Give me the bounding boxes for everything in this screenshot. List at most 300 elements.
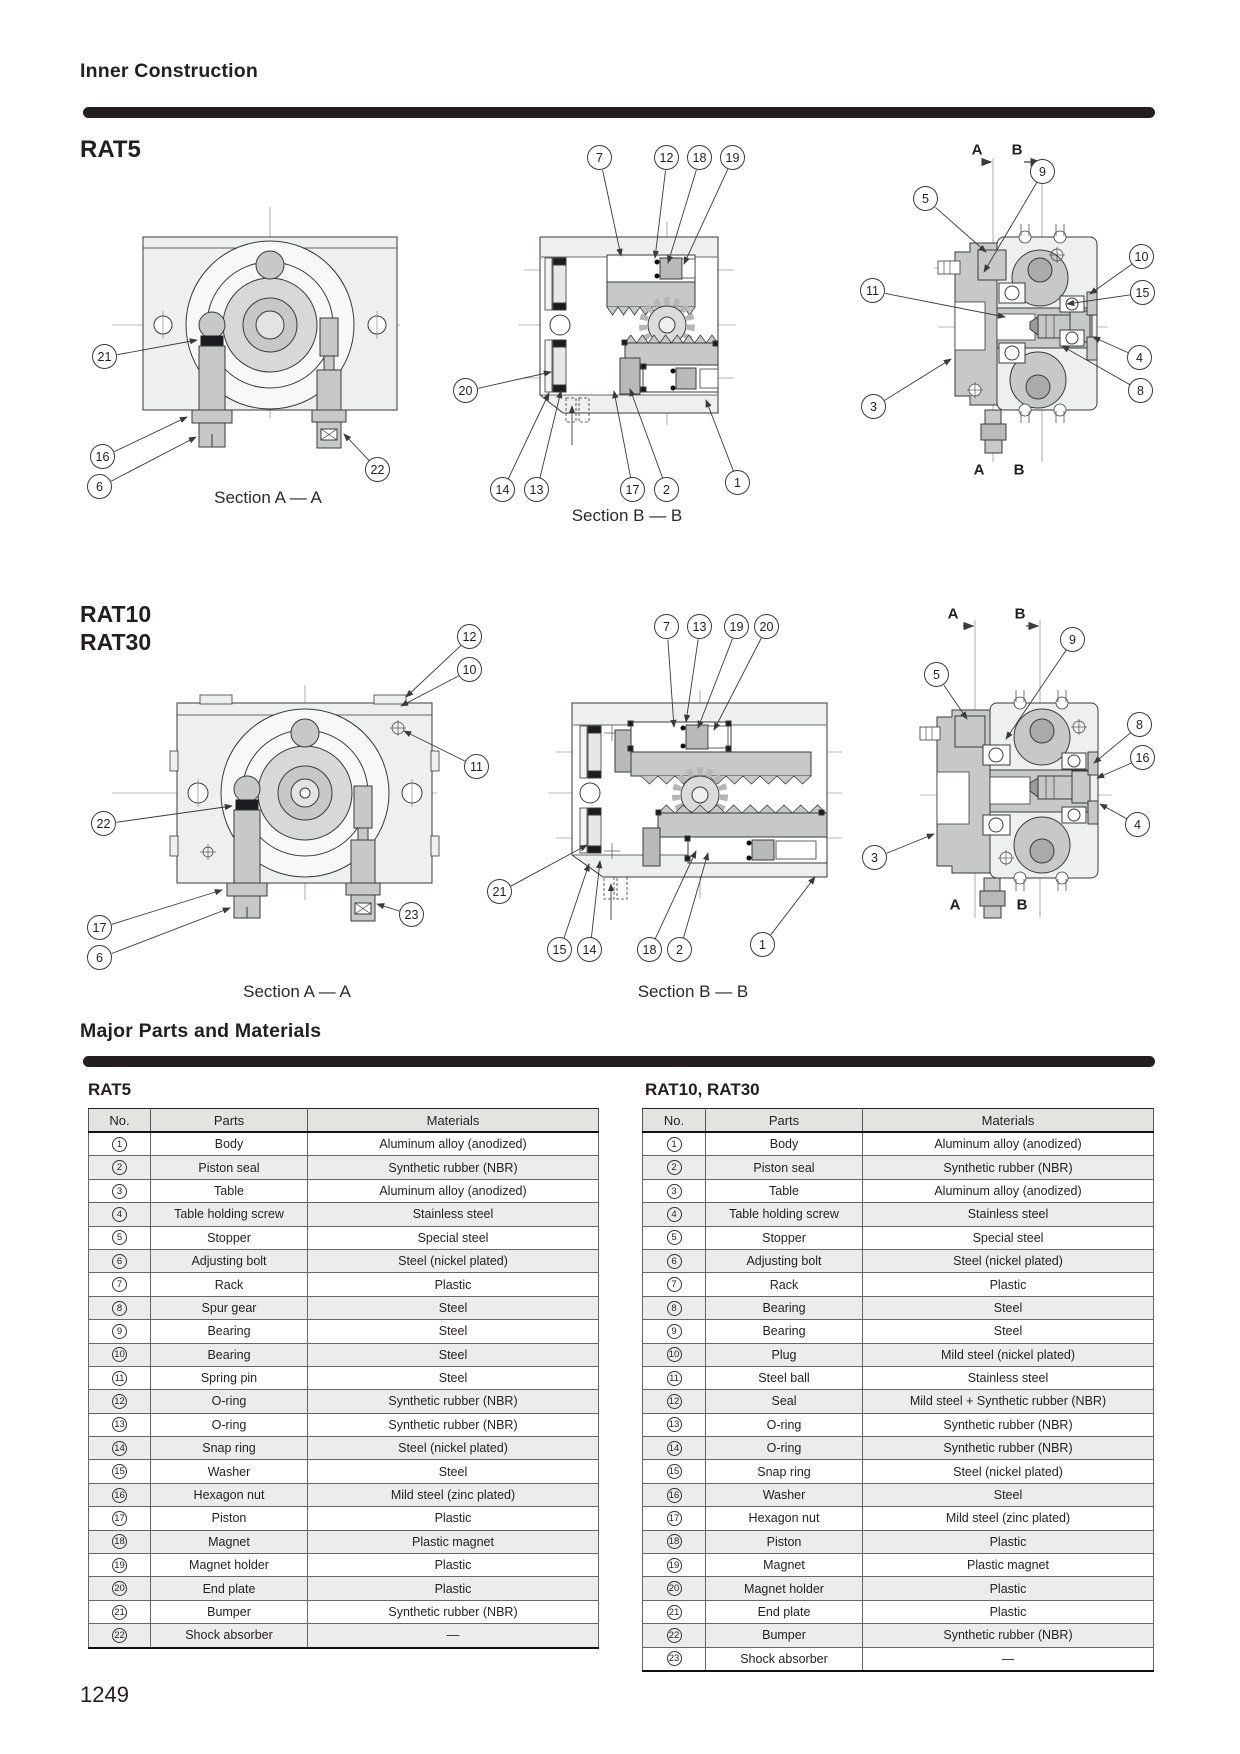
circled-part-number: 16 bbox=[667, 1488, 682, 1503]
part-name-cell: Washer bbox=[706, 1483, 863, 1506]
callout-19: 19 bbox=[724, 614, 749, 639]
table-row bbox=[643, 1320, 1154, 1343]
table-row bbox=[89, 1132, 599, 1156]
table-row bbox=[643, 1437, 1154, 1460]
part-name-cell: Bumper bbox=[151, 1600, 308, 1623]
callout-7: 7 bbox=[654, 614, 679, 639]
part-material-cell: Synthetic rubber (NBR) bbox=[308, 1156, 599, 1179]
rat5-table-title: RAT5 bbox=[88, 1080, 132, 1099]
part-material-cell: Steel (nickel plated) bbox=[308, 1437, 599, 1460]
part-name-cell: Rack bbox=[706, 1273, 863, 1296]
circled-part-number: 15 bbox=[667, 1464, 682, 1479]
circled-part-number: 5 bbox=[667, 1230, 682, 1245]
part-material-cell: Plastic bbox=[863, 1577, 1154, 1600]
callout-17: 17 bbox=[87, 915, 112, 940]
table-header-row bbox=[643, 1109, 1154, 1133]
table-row bbox=[89, 1179, 599, 1202]
callout-5: 5 bbox=[913, 186, 938, 211]
part-name-cell: Body bbox=[151, 1132, 308, 1156]
callout-4: 4 bbox=[1127, 345, 1152, 370]
part-material-cell: Synthetic rubber (NBR) bbox=[863, 1437, 1154, 1460]
part-name-cell: Hexagon nut bbox=[706, 1507, 863, 1530]
part-no-cell bbox=[643, 1132, 706, 1156]
part-no-cell bbox=[89, 1624, 151, 1648]
part-name-cell: Magnet holder bbox=[151, 1554, 308, 1577]
part-name-cell: Snap ring bbox=[706, 1460, 863, 1483]
circled-part-number: 18 bbox=[112, 1534, 127, 1549]
circled-part-number: 11 bbox=[667, 1371, 682, 1386]
table-row bbox=[643, 1647, 1154, 1671]
part-material-cell: Steel (nickel plated) bbox=[308, 1249, 599, 1272]
section-line-label-b: B bbox=[1016, 896, 1028, 914]
circled-part-number: 19 bbox=[667, 1558, 682, 1573]
part-name-cell: Table holding screw bbox=[151, 1203, 308, 1226]
part-name-cell: Piston seal bbox=[151, 1156, 308, 1179]
part-name-cell: Snap ring bbox=[151, 1437, 308, 1460]
part-material-cell: Synthetic rubber (NBR) bbox=[308, 1600, 599, 1623]
table-row bbox=[89, 1483, 599, 1506]
part-no-cell bbox=[643, 1203, 706, 1226]
part-name-cell: Bearing bbox=[151, 1343, 308, 1366]
circled-part-number: 12 bbox=[667, 1394, 682, 1409]
section-line-label-a: A bbox=[971, 141, 983, 159]
part-no-cell bbox=[89, 1203, 151, 1226]
part-no-cell bbox=[643, 1507, 706, 1530]
callout-19: 19 bbox=[720, 145, 745, 170]
callout-9: 9 bbox=[1030, 159, 1055, 184]
part-material-cell: Steel bbox=[308, 1320, 599, 1343]
part-material-cell: Mild steel (zinc plated) bbox=[308, 1483, 599, 1506]
part-name-cell: Table holding screw bbox=[706, 1203, 863, 1226]
callout-10: 10 bbox=[1129, 244, 1154, 269]
part-name-cell: O-ring bbox=[706, 1413, 863, 1436]
callout-1: 1 bbox=[725, 470, 750, 495]
circled-part-number: 3 bbox=[112, 1184, 127, 1199]
circled-part-number: 19 bbox=[112, 1558, 127, 1573]
column-header: Parts bbox=[706, 1109, 863, 1133]
part-name-cell: Adjusting bolt bbox=[151, 1249, 308, 1272]
table-row bbox=[89, 1390, 599, 1413]
part-no-cell bbox=[643, 1437, 706, 1460]
table-row bbox=[643, 1132, 1154, 1156]
rat10-30-side-view-drawing bbox=[920, 620, 1112, 918]
table-row bbox=[89, 1437, 599, 1460]
table-row bbox=[643, 1203, 1154, 1226]
circled-part-number: 11 bbox=[112, 1371, 127, 1386]
table-row bbox=[89, 1343, 599, 1366]
circled-part-number: 18 bbox=[667, 1534, 682, 1549]
part-no-cell bbox=[643, 1460, 706, 1483]
part-no-cell bbox=[89, 1296, 151, 1319]
circled-part-number: 8 bbox=[112, 1301, 127, 1316]
part-material-cell: Plastic bbox=[863, 1273, 1154, 1296]
part-no-cell bbox=[89, 1437, 151, 1460]
table-row bbox=[89, 1600, 599, 1623]
part-name-cell: Stopper bbox=[151, 1226, 308, 1249]
table-row bbox=[643, 1179, 1154, 1202]
table-row bbox=[89, 1577, 599, 1600]
table-row bbox=[89, 1530, 599, 1553]
table-row bbox=[643, 1156, 1154, 1179]
part-name-cell: Body bbox=[706, 1132, 863, 1156]
part-no-cell bbox=[643, 1390, 706, 1413]
table-row bbox=[643, 1273, 1154, 1296]
rat10-30-section-bb-drawing bbox=[548, 690, 842, 920]
part-no-cell bbox=[643, 1647, 706, 1671]
part-no-cell bbox=[643, 1600, 706, 1623]
part-material-cell: Steel bbox=[308, 1343, 599, 1366]
part-material-cell: Plastic magnet bbox=[863, 1554, 1154, 1577]
part-name-cell: Bearing bbox=[151, 1320, 308, 1343]
part-name-cell: Stopper bbox=[706, 1226, 863, 1249]
part-no-cell bbox=[643, 1296, 706, 1319]
part-material-cell: Mild steel (zinc plated) bbox=[863, 1507, 1154, 1530]
table-row bbox=[89, 1507, 599, 1530]
callout-9: 9 bbox=[1060, 627, 1085, 652]
part-material-cell: Steel bbox=[308, 1366, 599, 1389]
part-name-cell: Shock absorber bbox=[151, 1624, 308, 1648]
callout-21: 21 bbox=[92, 344, 117, 369]
rat10-30-table-title: RAT10, RAT30 bbox=[645, 1080, 760, 1099]
part-name-cell: Hexagon nut bbox=[151, 1483, 308, 1506]
callout-3: 3 bbox=[862, 845, 887, 870]
table-row bbox=[89, 1624, 599, 1648]
part-name-cell: Washer bbox=[151, 1460, 308, 1483]
callout-10: 10 bbox=[457, 657, 482, 682]
part-material-cell: Steel bbox=[863, 1483, 1154, 1506]
part-no-cell bbox=[643, 1577, 706, 1600]
rat10-heading: RAT10 bbox=[80, 601, 152, 627]
table-row bbox=[643, 1366, 1154, 1389]
section-line-label-a: A bbox=[973, 461, 985, 479]
part-material-cell: Steel bbox=[308, 1296, 599, 1319]
part-no-cell bbox=[89, 1179, 151, 1202]
part-no-cell bbox=[89, 1577, 151, 1600]
rat10-30-section-bb-caption: Section B — B bbox=[637, 982, 749, 1001]
table-row bbox=[643, 1413, 1154, 1436]
part-name-cell: Piston bbox=[151, 1507, 308, 1530]
circled-part-number: 12 bbox=[112, 1394, 127, 1409]
table-row bbox=[643, 1554, 1154, 1577]
part-material-cell: Steel bbox=[863, 1320, 1154, 1343]
part-no-cell bbox=[643, 1413, 706, 1436]
table-row bbox=[89, 1554, 599, 1577]
part-name-cell: Shock absorber bbox=[706, 1647, 863, 1671]
table-row bbox=[89, 1413, 599, 1436]
part-name-cell: Piston seal bbox=[706, 1156, 863, 1179]
callout-22: 22 bbox=[91, 811, 116, 836]
table-row bbox=[643, 1249, 1154, 1272]
circled-part-number: 9 bbox=[667, 1324, 682, 1339]
circled-part-number: 17 bbox=[112, 1511, 127, 1526]
rat5-section-bb-drawing bbox=[518, 222, 736, 445]
rat10-30-section-aa-caption: Section A — A bbox=[243, 982, 351, 1001]
part-no-cell bbox=[89, 1600, 151, 1623]
circled-part-number: 6 bbox=[667, 1254, 682, 1269]
circled-part-number: 21 bbox=[667, 1605, 682, 1620]
part-name-cell: Bearing bbox=[706, 1320, 863, 1343]
rat5-section-bb-caption: Section B — B bbox=[571, 506, 683, 525]
page-number: 1249 bbox=[80, 1682, 129, 1707]
callout-5: 5 bbox=[924, 662, 949, 687]
part-name-cell: Magnet bbox=[151, 1530, 308, 1553]
part-material-cell: Steel (nickel plated) bbox=[863, 1249, 1154, 1272]
table-row bbox=[89, 1273, 599, 1296]
table-row bbox=[89, 1460, 599, 1483]
callout-15: 15 bbox=[547, 937, 572, 962]
part-no-cell bbox=[89, 1156, 151, 1179]
part-name-cell: O-ring bbox=[151, 1413, 308, 1436]
section-line-label-b: B bbox=[1014, 605, 1026, 623]
circled-part-number: 21 bbox=[112, 1605, 127, 1620]
part-material-cell: Special steel bbox=[863, 1226, 1154, 1249]
circled-part-number: 4 bbox=[667, 1207, 682, 1222]
circled-part-number: 8 bbox=[667, 1301, 682, 1316]
part-material-cell: Stainless steel bbox=[863, 1203, 1154, 1226]
callout-14: 14 bbox=[490, 477, 515, 502]
table-row bbox=[643, 1343, 1154, 1366]
section-line-label-b: B bbox=[1011, 141, 1023, 159]
part-material-cell: Stainless steel bbox=[308, 1203, 599, 1226]
callout-8: 8 bbox=[1128, 378, 1153, 403]
column-header: Materials bbox=[308, 1109, 599, 1133]
callout-20: 20 bbox=[754, 614, 779, 639]
callout-1: 1 bbox=[750, 932, 775, 957]
table-row bbox=[643, 1507, 1154, 1530]
column-header: No. bbox=[643, 1109, 706, 1133]
callout-8: 8 bbox=[1127, 712, 1152, 737]
table-row bbox=[89, 1226, 599, 1249]
circled-part-number: 10 bbox=[667, 1347, 682, 1362]
callout-22: 22 bbox=[365, 457, 390, 482]
table-row bbox=[89, 1320, 599, 1343]
part-no-cell bbox=[643, 1483, 706, 1506]
part-material-cell: Special steel bbox=[308, 1226, 599, 1249]
part-material-cell: Synthetic rubber (NBR) bbox=[863, 1156, 1154, 1179]
part-no-cell bbox=[643, 1366, 706, 1389]
callout-6: 6 bbox=[87, 945, 112, 970]
part-no-cell bbox=[89, 1413, 151, 1436]
callout-16: 16 bbox=[1130, 745, 1155, 770]
part-no-cell bbox=[89, 1320, 151, 1343]
rat5-parts-table bbox=[88, 1108, 599, 1649]
table-row bbox=[89, 1156, 599, 1179]
column-header: Materials bbox=[863, 1109, 1154, 1133]
table-row bbox=[643, 1296, 1154, 1319]
part-name-cell: Rack bbox=[151, 1273, 308, 1296]
part-no-cell bbox=[643, 1179, 706, 1202]
part-name-cell: Bumper bbox=[706, 1624, 863, 1647]
circled-part-number: 14 bbox=[112, 1441, 127, 1456]
column-header: Parts bbox=[151, 1109, 308, 1133]
callout-23: 23 bbox=[399, 902, 424, 927]
callout-11: 11 bbox=[464, 754, 489, 779]
part-no-cell bbox=[89, 1343, 151, 1366]
part-name-cell: End plate bbox=[706, 1600, 863, 1623]
circled-part-number: 7 bbox=[667, 1277, 682, 1292]
circled-part-number: 5 bbox=[112, 1230, 127, 1245]
parts-heading: Major Parts and Materials bbox=[80, 1020, 322, 1042]
part-material-cell: Stainless steel bbox=[863, 1366, 1154, 1389]
table-row bbox=[643, 1390, 1154, 1413]
callout-15: 15 bbox=[1130, 280, 1155, 305]
callout-17: 17 bbox=[620, 477, 645, 502]
part-name-cell: Steel ball bbox=[706, 1366, 863, 1389]
table-row bbox=[643, 1483, 1154, 1506]
part-material-cell: Plastic bbox=[308, 1554, 599, 1577]
part-name-cell: Magnet holder bbox=[706, 1577, 863, 1600]
callout-18: 18 bbox=[637, 937, 662, 962]
part-name-cell: Magnet bbox=[706, 1554, 863, 1577]
callout-12: 12 bbox=[457, 624, 482, 649]
part-material-cell: Plastic bbox=[308, 1577, 599, 1600]
section-line-label-a: A bbox=[949, 896, 961, 914]
table-header-row bbox=[89, 1109, 599, 1133]
part-material-cell: — bbox=[308, 1624, 599, 1648]
callout-7: 7 bbox=[587, 145, 612, 170]
part-no-cell bbox=[643, 1530, 706, 1553]
rat5-section-aa-caption: Section A — A bbox=[214, 488, 322, 507]
part-material-cell: Aluminum alloy (anodized) bbox=[308, 1132, 599, 1156]
circled-part-number: 20 bbox=[112, 1581, 127, 1596]
part-name-cell: Plug bbox=[706, 1343, 863, 1366]
part-no-cell bbox=[89, 1132, 151, 1156]
part-no-cell bbox=[643, 1343, 706, 1366]
part-no-cell bbox=[643, 1273, 706, 1296]
page-title: Inner Construction bbox=[80, 60, 259, 82]
circled-part-number: 6 bbox=[112, 1254, 127, 1269]
circled-part-number: 22 bbox=[667, 1628, 682, 1643]
part-material-cell: Steel bbox=[863, 1296, 1154, 1319]
rat5-side-view-drawing bbox=[934, 158, 1108, 462]
part-material-cell: Synthetic rubber (NBR) bbox=[308, 1390, 599, 1413]
circled-part-number: 4 bbox=[112, 1207, 127, 1222]
circled-part-number: 1 bbox=[112, 1137, 127, 1152]
callout-4: 4 bbox=[1125, 812, 1150, 837]
circled-part-number: 22 bbox=[112, 1628, 127, 1643]
circled-part-number: 2 bbox=[112, 1160, 127, 1175]
part-material-cell: Plastic bbox=[308, 1507, 599, 1530]
circled-part-number: 20 bbox=[667, 1581, 682, 1596]
callout-11: 11 bbox=[860, 278, 885, 303]
section-line-label-a: A bbox=[947, 605, 959, 623]
rat5-front-view-drawing bbox=[112, 207, 400, 448]
part-name-cell: Table bbox=[151, 1179, 308, 1202]
callout-20: 20 bbox=[453, 378, 478, 403]
callout-13: 13 bbox=[687, 614, 712, 639]
part-no-cell bbox=[89, 1249, 151, 1272]
circled-part-number: 23 bbox=[667, 1651, 682, 1666]
circled-part-number: 16 bbox=[112, 1488, 127, 1503]
part-name-cell: Bearing bbox=[706, 1296, 863, 1319]
circled-part-number: 3 bbox=[667, 1184, 682, 1199]
part-material-cell: Steel bbox=[308, 1460, 599, 1483]
part-material-cell: Synthetic rubber (NBR) bbox=[863, 1413, 1154, 1436]
callout-14: 14 bbox=[577, 937, 602, 962]
part-name-cell: O-ring bbox=[151, 1390, 308, 1413]
part-material-cell: Plastic bbox=[863, 1530, 1154, 1553]
part-material-cell: Steel (nickel plated) bbox=[863, 1460, 1154, 1483]
part-material-cell: Aluminum alloy (anodized) bbox=[863, 1132, 1154, 1156]
table-row bbox=[643, 1226, 1154, 1249]
part-name-cell: O-ring bbox=[706, 1437, 863, 1460]
rat5-heading: RAT5 bbox=[80, 136, 141, 163]
section-line-label-b: B bbox=[1013, 461, 1025, 479]
part-no-cell bbox=[89, 1460, 151, 1483]
callout-2: 2 bbox=[654, 477, 679, 502]
table-row bbox=[643, 1460, 1154, 1483]
column-header: No. bbox=[89, 1109, 151, 1133]
part-material-cell: Aluminum alloy (anodized) bbox=[308, 1179, 599, 1202]
part-name-cell: Spring pin bbox=[151, 1366, 308, 1389]
callout-16: 16 bbox=[90, 444, 115, 469]
part-name-cell: Table bbox=[706, 1179, 863, 1202]
part-no-cell bbox=[89, 1554, 151, 1577]
callout-2: 2 bbox=[667, 937, 692, 962]
part-no-cell bbox=[89, 1390, 151, 1413]
part-no-cell bbox=[643, 1624, 706, 1647]
part-name-cell: Spur gear bbox=[151, 1296, 308, 1319]
part-no-cell bbox=[643, 1226, 706, 1249]
part-name-cell: Adjusting bolt bbox=[706, 1249, 863, 1272]
part-name-cell: End plate bbox=[151, 1577, 308, 1600]
part-no-cell bbox=[89, 1530, 151, 1553]
callout-12: 12 bbox=[654, 145, 679, 170]
circled-part-number: 9 bbox=[112, 1324, 127, 1339]
part-material-cell: Aluminum alloy (anodized) bbox=[863, 1179, 1154, 1202]
circled-part-number: 14 bbox=[667, 1441, 682, 1456]
table-row bbox=[89, 1249, 599, 1272]
part-material-cell: Synthetic rubber (NBR) bbox=[308, 1413, 599, 1436]
part-material-cell: Synthetic rubber (NBR) bbox=[863, 1624, 1154, 1647]
table-row bbox=[89, 1203, 599, 1226]
callout-18: 18 bbox=[687, 145, 712, 170]
part-no-cell bbox=[89, 1507, 151, 1530]
part-no-cell bbox=[89, 1483, 151, 1506]
part-name-cell: Piston bbox=[706, 1530, 863, 1553]
part-material-cell: Mild steel + Synthetic rubber (NBR) bbox=[863, 1390, 1154, 1413]
callout-21: 21 bbox=[487, 879, 512, 904]
callout-13: 13 bbox=[524, 477, 549, 502]
part-no-cell bbox=[643, 1249, 706, 1272]
table-row bbox=[89, 1366, 599, 1389]
part-no-cell bbox=[89, 1273, 151, 1296]
circled-part-number: 2 bbox=[667, 1160, 682, 1175]
circled-part-number: 17 bbox=[667, 1511, 682, 1526]
circled-part-number: 7 bbox=[112, 1277, 127, 1292]
part-material-cell: Plastic bbox=[863, 1600, 1154, 1623]
part-name-cell: Seal bbox=[706, 1390, 863, 1413]
rat10-30-front-view-drawing bbox=[112, 685, 439, 921]
rat10-30-parts-table bbox=[642, 1108, 1154, 1672]
table-row bbox=[643, 1577, 1154, 1600]
part-no-cell bbox=[643, 1554, 706, 1577]
part-no-cell bbox=[643, 1320, 706, 1343]
part-no-cell bbox=[89, 1226, 151, 1249]
table-row bbox=[643, 1530, 1154, 1553]
part-material-cell: — bbox=[863, 1647, 1154, 1671]
part-material-cell: Plastic magnet bbox=[308, 1530, 599, 1553]
rat30-heading: RAT30 bbox=[80, 629, 152, 655]
circled-part-number: 13 bbox=[112, 1417, 127, 1432]
circled-part-number: 1 bbox=[667, 1137, 682, 1152]
callout-6: 6 bbox=[87, 474, 112, 499]
table-row bbox=[89, 1296, 599, 1319]
circled-part-number: 13 bbox=[667, 1417, 682, 1432]
part-no-cell bbox=[89, 1366, 151, 1389]
table-row bbox=[643, 1624, 1154, 1647]
circled-part-number: 10 bbox=[112, 1347, 127, 1362]
